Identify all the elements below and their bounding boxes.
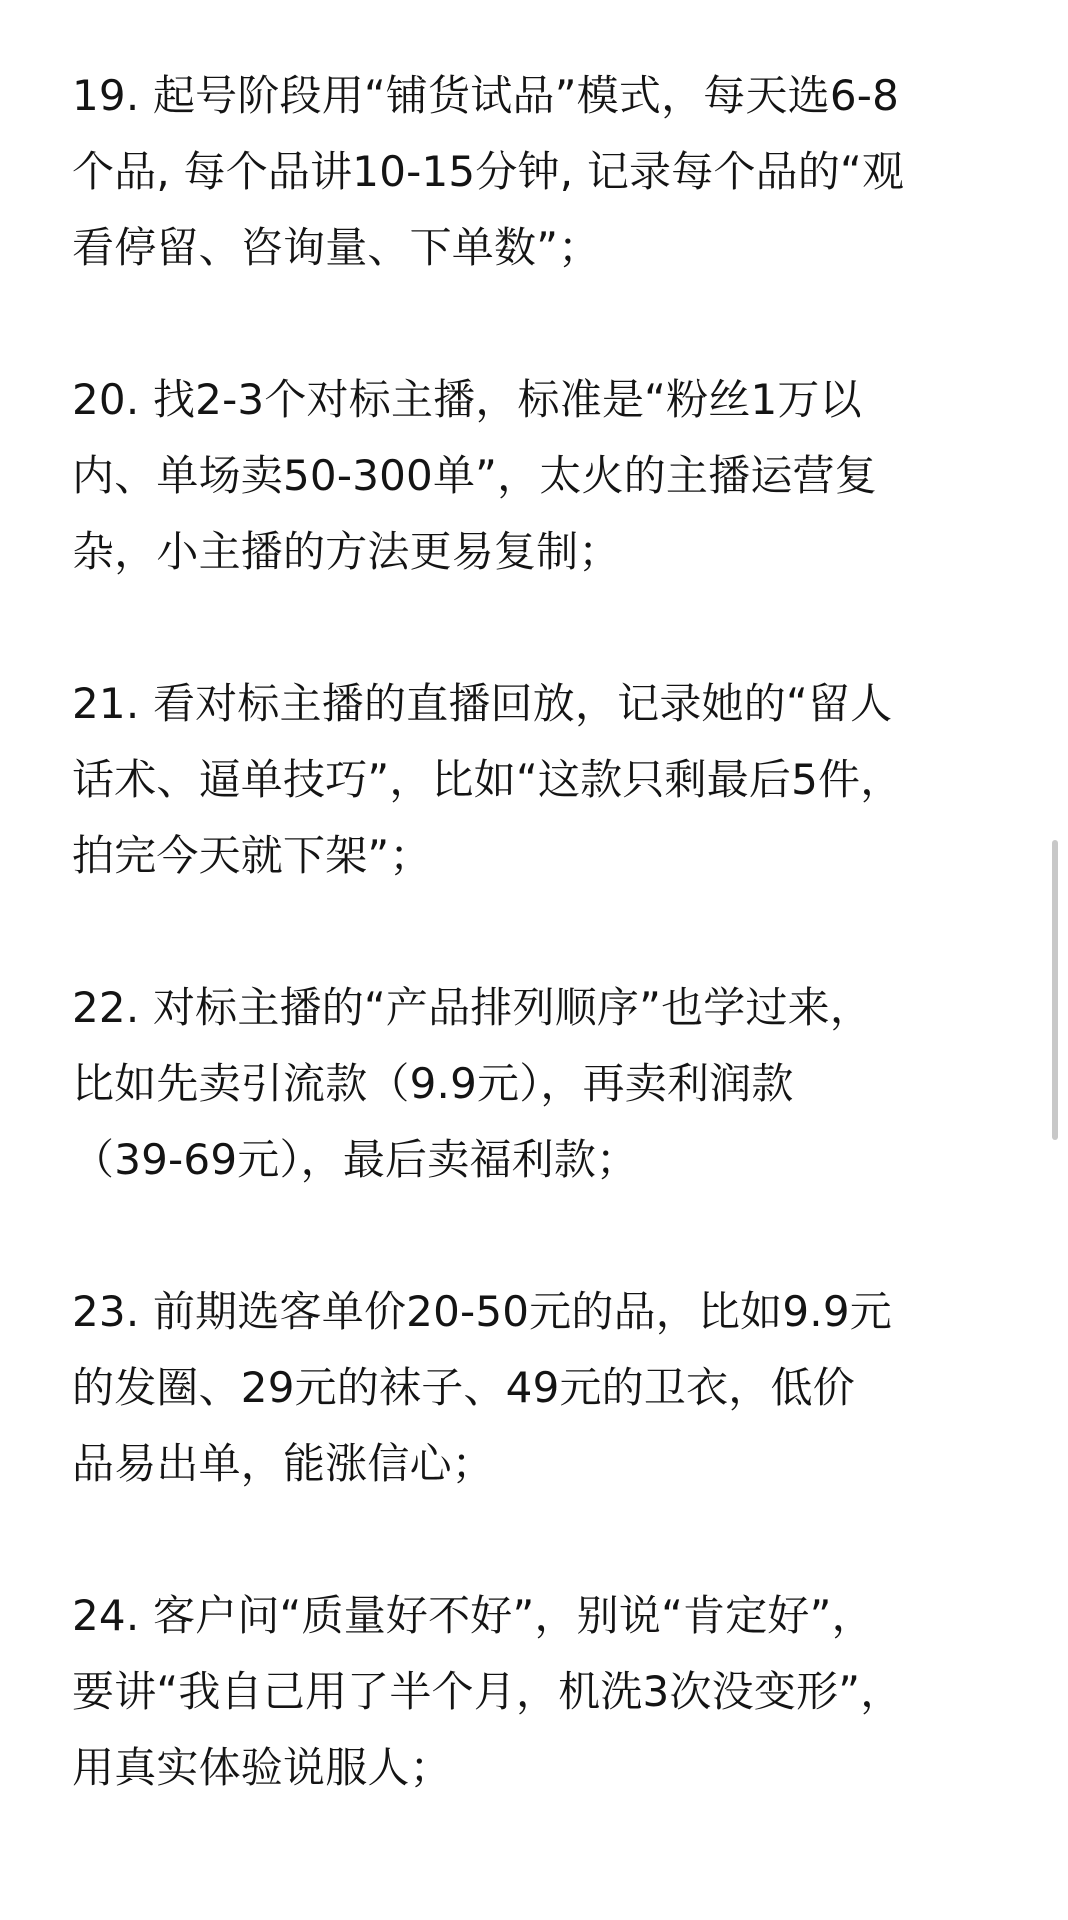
item-19-line-1: 19. 起号阶段用“铺货试品”模式，每天选6-8 bbox=[72, 71, 900, 120]
item-19-line-2: 个品, 每个品讲10-15分钟, 记录每个品的“观 bbox=[72, 147, 905, 196]
item-23-line-2: 的发圈、29元的袜子、49元的卫衣，低价 bbox=[72, 1363, 855, 1412]
item-23-line-1: 23. 前期选客单价20-50元的品，比如9.9元 bbox=[72, 1287, 892, 1336]
item-24-line-2: 要讲“我自己用了半个月，机洗3次没变形”， bbox=[72, 1667, 903, 1716]
item-21-line-1: 21. 看对标主播的直播回放，记录她的“留人 bbox=[72, 679, 893, 728]
list-item-24 bbox=[72, 1578, 1012, 1806]
item-21-line-3: 拍完今天就下架”； bbox=[72, 831, 432, 880]
list-item-22 bbox=[72, 970, 1012, 1198]
list-item-21 bbox=[72, 666, 1012, 894]
item-19-line-3: 看停留、咨询量、下单数”； bbox=[72, 223, 601, 272]
item-20-line-2: 内、单场卖50-300单”，太火的主播运营复 bbox=[72, 451, 877, 500]
item-24-line-3: 用真实体验说服人； bbox=[72, 1743, 452, 1792]
item-21-line-2: 话术、逼单技巧”，比如“这款只剩最后5件， bbox=[72, 755, 903, 804]
item-24-line-1: 24. 客户问“质量好不好”，别说“肯定好”， bbox=[72, 1591, 874, 1640]
item-22-line-1: 22. 对标主播的“产品排列顺序”也学过来， bbox=[72, 983, 873, 1032]
item-22-line-2: 比如先卖引流款（9.9元），再卖利润款 bbox=[72, 1059, 794, 1108]
article-content bbox=[72, 58, 1012, 1882]
list-item-19 bbox=[72, 58, 1012, 286]
list-item-20 bbox=[72, 362, 1012, 590]
list-item-23 bbox=[72, 1274, 1012, 1502]
item-22-line-3: （39-69元），最后卖福利款； bbox=[72, 1135, 639, 1184]
item-20-line-3: 杂，小主播的方法更易复制； bbox=[72, 527, 621, 576]
item-20-line-1: 20. 找2-3个对标主播，标准是“粉丝1万以 bbox=[72, 375, 862, 424]
item-23-line-3: 品易出单，能涨信心； bbox=[72, 1439, 495, 1488]
vertical-scrollbar-thumb[interactable] bbox=[1052, 840, 1058, 1140]
